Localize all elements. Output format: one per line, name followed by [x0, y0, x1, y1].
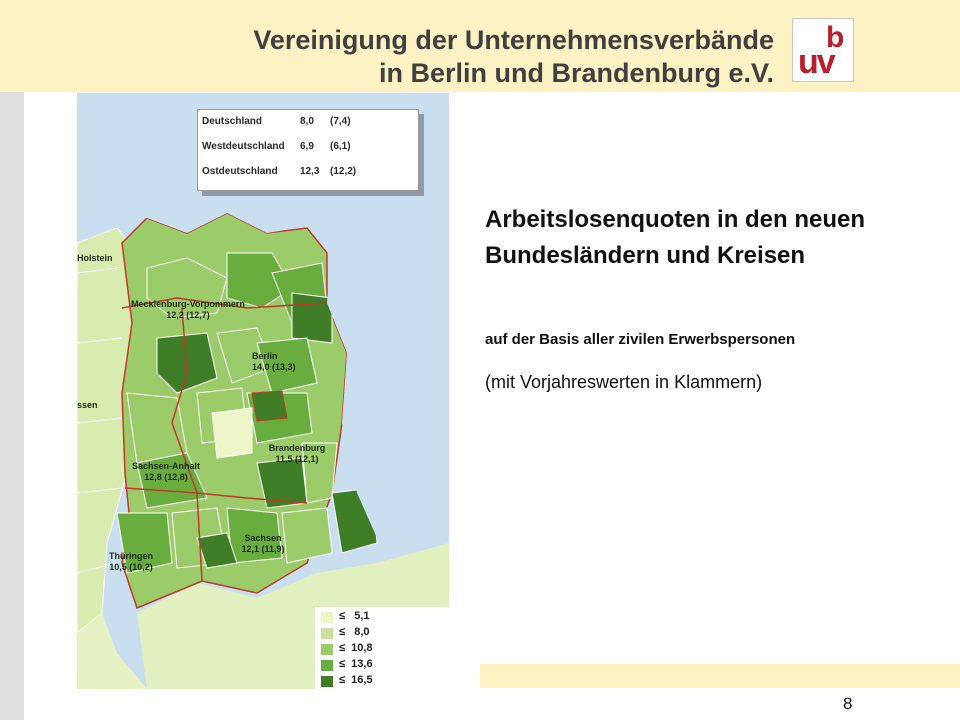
summary-row-ostdeutschland — [202, 166, 357, 177]
legend-swatch — [321, 644, 333, 655]
region-value: 12,1 (11,9) — [241, 544, 285, 554]
summary-previous: (7,4) — [330, 116, 351, 127]
organization-title-line-1: Vereinigung der Unternehmensverbände — [253, 25, 774, 55]
legend-label: ≤ 8,0 — [339, 626, 370, 638]
summary-name: Ostdeutschland — [202, 166, 278, 177]
region-name: Mecklenburg-Vorpommern — [131, 299, 245, 309]
summary-row-westdeutschland — [202, 141, 351, 152]
summary-name: Deutschland — [202, 116, 263, 127]
legend-swatch — [321, 612, 333, 623]
region-name: Sachsen-Anhalt — [131, 461, 200, 471]
summary-table — [197, 109, 419, 191]
legend-swatch — [321, 676, 333, 687]
region-value: 12,2 (12,7) — [166, 310, 210, 320]
legend-label: ≤ 5,1 — [339, 610, 370, 622]
logo-text-uv: uv — [798, 43, 834, 81]
region-value: 14,0 (13,3) — [252, 362, 296, 372]
organization-title-line-2: in Berlin und Brandenburg e.V. — [378, 58, 774, 88]
region-name: Brandenburg — [268, 443, 326, 453]
page-number: 8 — [843, 694, 853, 713]
region-label-brandenburg — [252, 443, 342, 465]
uvb-logo — [792, 18, 854, 82]
legend-swatch — [321, 628, 333, 639]
legend-label: ≤ 16,5 — [339, 674, 373, 686]
slide-heading: Arbeitslosenquoten in den neuen Bundesländern und Kreisen — [485, 206, 866, 269]
region-value: 12,8 (12,8) — [144, 472, 188, 482]
summary-previous: (6,1) — [330, 141, 351, 152]
left-decorative-strip — [0, 92, 24, 720]
unemployment-map — [77, 93, 449, 689]
summary-current: 12,3 — [300, 166, 320, 177]
region-label-thueringen — [91, 551, 171, 573]
summary-previous: (12,2) — [330, 166, 357, 177]
legend-label: ≤ 10,8 — [339, 642, 373, 654]
region-label-holstein: Holstein — [77, 253, 113, 263]
logo-text-b: b — [826, 21, 845, 54]
slide-note: (mit Vorjahreswerten in Klammern) — [485, 372, 763, 392]
region-name: Thüringen — [109, 551, 153, 561]
region-value: 11,5 (12,1) — [275, 454, 319, 464]
region-label-berlin — [252, 351, 314, 373]
map-legend — [315, 607, 449, 689]
region-label-hessen: ssen — [77, 400, 98, 410]
region-label-mecklenburg-vorpommern — [117, 299, 259, 321]
summary-current: 6,9 — [300, 141, 314, 152]
region-label-sachsen-anhalt — [121, 461, 211, 483]
slide-subheading: auf der Basis aller zivilen Erwerbspersonen — [485, 331, 796, 348]
organization-title — [253, 24, 774, 90]
legend-swatch — [321, 660, 333, 671]
summary-name: Westdeutschland — [202, 141, 285, 152]
region-name: Sachsen — [244, 533, 282, 543]
summary-row-deutschland — [202, 116, 351, 127]
summary-current: 8,0 — [300, 116, 314, 127]
footer-band — [480, 664, 960, 688]
legend-label: ≤ 13,6 — [339, 658, 373, 670]
region-name: Berlin — [252, 351, 278, 361]
region-value: 10,5 (10,2) — [109, 562, 153, 572]
region-label-sachsen — [223, 533, 303, 555]
